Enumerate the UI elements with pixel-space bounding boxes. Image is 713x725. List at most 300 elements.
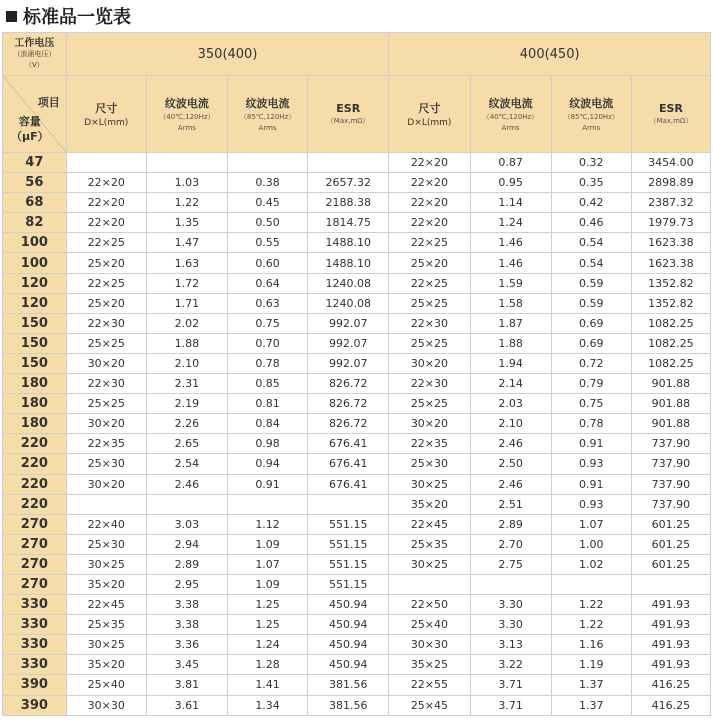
value-cell: 450.94 bbox=[308, 655, 389, 675]
value-cell: 22×30 bbox=[389, 313, 470, 333]
column-header-ripple-85c-group1: 纹波电流 （85℃,120Hz） Arms bbox=[228, 76, 308, 153]
value-cell: 2.46 bbox=[146, 474, 227, 494]
value-cell: 0.60 bbox=[228, 253, 308, 273]
value-cell: 1.25 bbox=[228, 615, 308, 635]
value-cell: 22×20 bbox=[389, 153, 470, 173]
value-cell: 676.41 bbox=[308, 434, 389, 454]
value-cell: 0.91 bbox=[228, 474, 308, 494]
capacity-cell: 270 bbox=[3, 574, 67, 594]
table-row bbox=[3, 173, 711, 193]
value-cell: 25×30 bbox=[389, 454, 470, 474]
value-cell: 1.25 bbox=[228, 595, 308, 615]
value-cell: 22×20 bbox=[66, 193, 146, 213]
table-row bbox=[3, 574, 711, 594]
value-cell: 491.93 bbox=[631, 655, 710, 675]
capacity-cell: 220 bbox=[3, 434, 67, 454]
value-cell: 0.85 bbox=[228, 374, 308, 394]
value-cell: 1.94 bbox=[470, 353, 551, 373]
value-cell bbox=[631, 574, 710, 594]
value-cell: 1.46 bbox=[470, 253, 551, 273]
value-cell: 737.90 bbox=[631, 474, 710, 494]
capacity-cell: 150 bbox=[3, 353, 67, 373]
value-cell: 551.15 bbox=[308, 554, 389, 574]
value-cell: 0.55 bbox=[228, 233, 308, 253]
value-cell: 0.91 bbox=[551, 434, 631, 454]
value-cell: 2188.38 bbox=[308, 193, 389, 213]
value-cell: 30×25 bbox=[66, 554, 146, 574]
voltage-group-350: 350(400) bbox=[66, 33, 389, 76]
value-cell: 3.71 bbox=[470, 675, 551, 695]
value-cell: 1352.82 bbox=[631, 273, 710, 293]
table-row bbox=[3, 494, 711, 514]
value-cell: 601.25 bbox=[631, 514, 710, 534]
value-cell: 1.58 bbox=[470, 293, 551, 313]
capacity-cell: 330 bbox=[3, 595, 67, 615]
value-cell: 25×35 bbox=[389, 534, 470, 554]
value-cell: 22×25 bbox=[66, 233, 146, 253]
value-cell: 0.54 bbox=[551, 253, 631, 273]
table-row bbox=[3, 534, 711, 554]
value-cell bbox=[228, 494, 308, 514]
value-cell: 1082.25 bbox=[631, 313, 710, 333]
value-cell bbox=[470, 574, 551, 594]
value-cell bbox=[146, 153, 227, 173]
value-cell: 3.36 bbox=[146, 635, 227, 655]
value-cell: 30×25 bbox=[66, 635, 146, 655]
value-cell: 30×20 bbox=[66, 353, 146, 373]
value-cell: 2.03 bbox=[470, 394, 551, 414]
value-cell: 826.72 bbox=[308, 394, 389, 414]
column-header-ripple-85c-group2: 纹波电流 （85℃,120Hz） Arms bbox=[551, 76, 631, 153]
value-cell: 491.93 bbox=[631, 615, 710, 635]
value-cell: 0.63 bbox=[228, 293, 308, 313]
value-cell: 0.93 bbox=[551, 454, 631, 474]
value-cell: 2.70 bbox=[470, 534, 551, 554]
value-cell: 25×20 bbox=[389, 253, 470, 273]
capacity-cell: 100 bbox=[3, 253, 67, 273]
value-cell bbox=[228, 153, 308, 173]
value-cell: 1082.25 bbox=[631, 333, 710, 353]
table-row bbox=[3, 213, 711, 233]
value-cell: 0.70 bbox=[228, 333, 308, 353]
value-cell: 2.46 bbox=[470, 474, 551, 494]
value-cell: 826.72 bbox=[308, 414, 389, 434]
value-cell: 25×25 bbox=[66, 394, 146, 414]
value-cell: 35×25 bbox=[389, 655, 470, 675]
value-cell: 450.94 bbox=[308, 615, 389, 635]
value-cell: 1.00 bbox=[551, 534, 631, 554]
value-cell: 1.35 bbox=[146, 213, 227, 233]
value-cell: 450.94 bbox=[308, 635, 389, 655]
value-cell: 491.93 bbox=[631, 595, 710, 615]
capacity-cell: 100 bbox=[3, 233, 67, 253]
value-cell: 22×25 bbox=[66, 273, 146, 293]
column-header-ripple-40c-group2: 纹波电流 （40℃,120Hz） Arms bbox=[470, 76, 551, 153]
value-cell: 0.93 bbox=[551, 494, 631, 514]
table-row bbox=[3, 253, 711, 273]
table-row bbox=[3, 233, 711, 253]
value-cell: 1.16 bbox=[551, 635, 631, 655]
value-cell: 25×20 bbox=[66, 253, 146, 273]
value-cell: 1.14 bbox=[470, 193, 551, 213]
value-cell: 2.65 bbox=[146, 434, 227, 454]
value-cell: 992.07 bbox=[308, 353, 389, 373]
value-cell: 1.12 bbox=[228, 514, 308, 534]
value-cell: 0.38 bbox=[228, 173, 308, 193]
value-cell: 0.54 bbox=[551, 233, 631, 253]
value-cell: 22×25 bbox=[389, 233, 470, 253]
capacity-cell: 150 bbox=[3, 333, 67, 353]
value-cell: 0.94 bbox=[228, 454, 308, 474]
value-cell: 2.54 bbox=[146, 454, 227, 474]
value-cell: 22×30 bbox=[66, 313, 146, 333]
table-row bbox=[3, 153, 711, 173]
value-cell: 22×45 bbox=[389, 514, 470, 534]
page-title: 标准品一览表 bbox=[23, 7, 131, 28]
value-cell: 1623.38 bbox=[631, 233, 710, 253]
value-cell: 1488.10 bbox=[308, 253, 389, 273]
value-cell: 2.95 bbox=[146, 574, 227, 594]
value-cell: 25×30 bbox=[66, 534, 146, 554]
value-cell bbox=[389, 574, 470, 594]
capacity-cell: 220 bbox=[3, 474, 67, 494]
page-title-bar bbox=[0, 0, 713, 32]
table-row bbox=[3, 273, 711, 293]
value-cell: 1.09 bbox=[228, 574, 308, 594]
capacity-label: 容量 （μF） bbox=[11, 115, 49, 143]
value-cell: 3.45 bbox=[146, 655, 227, 675]
value-cell: 416.25 bbox=[631, 695, 710, 715]
value-cell bbox=[551, 574, 631, 594]
value-cell: 25×20 bbox=[66, 293, 146, 313]
value-cell: 0.64 bbox=[228, 273, 308, 293]
value-cell: 0.50 bbox=[228, 213, 308, 233]
value-cell: 0.75 bbox=[551, 394, 631, 414]
value-cell: 2.50 bbox=[470, 454, 551, 474]
value-cell: 25×25 bbox=[389, 394, 470, 414]
table-row bbox=[3, 394, 711, 414]
value-cell: 3.38 bbox=[146, 595, 227, 615]
capacity-cell: 120 bbox=[3, 293, 67, 313]
value-cell: 1.07 bbox=[228, 554, 308, 574]
value-cell bbox=[66, 153, 146, 173]
value-cell: 826.72 bbox=[308, 374, 389, 394]
value-cell: 491.93 bbox=[631, 635, 710, 655]
value-cell: 1352.82 bbox=[631, 293, 710, 313]
table-row bbox=[3, 193, 711, 213]
value-cell: 601.25 bbox=[631, 534, 710, 554]
value-cell: 1240.08 bbox=[308, 273, 389, 293]
spec-table bbox=[2, 32, 711, 716]
value-cell: 30×20 bbox=[66, 474, 146, 494]
value-cell: 1.19 bbox=[551, 655, 631, 675]
value-cell: 1.88 bbox=[470, 333, 551, 353]
value-cell: 2.10 bbox=[146, 353, 227, 373]
table-row bbox=[3, 414, 711, 434]
value-cell: 450.94 bbox=[308, 595, 389, 615]
table-row bbox=[3, 353, 711, 373]
value-cell: 35×20 bbox=[66, 655, 146, 675]
value-cell: 0.69 bbox=[551, 313, 631, 333]
capacity-cell: 180 bbox=[3, 414, 67, 434]
value-cell: 2898.89 bbox=[631, 173, 710, 193]
value-cell: 1623.38 bbox=[631, 253, 710, 273]
capacity-cell: 220 bbox=[3, 454, 67, 474]
voltage-label: 工作电压 bbox=[14, 37, 55, 49]
value-cell: 676.41 bbox=[308, 454, 389, 474]
value-cell: 551.15 bbox=[308, 574, 389, 594]
capacity-cell: 82 bbox=[3, 213, 67, 233]
value-cell: 0.59 bbox=[551, 273, 631, 293]
value-cell: 2.02 bbox=[146, 313, 227, 333]
table-row bbox=[3, 454, 711, 474]
value-cell: 25×30 bbox=[66, 454, 146, 474]
value-cell: 1.34 bbox=[228, 695, 308, 715]
capacity-cell: 47 bbox=[3, 153, 67, 173]
table-row bbox=[3, 374, 711, 394]
capacity-cell: 390 bbox=[3, 695, 67, 715]
item-label: 项目 bbox=[37, 96, 60, 109]
value-cell: 22×25 bbox=[389, 273, 470, 293]
value-cell: 1.63 bbox=[146, 253, 227, 273]
value-cell: 22×45 bbox=[66, 595, 146, 615]
capacity-cell: 270 bbox=[3, 514, 67, 534]
table-row bbox=[3, 313, 711, 333]
value-cell: 30×20 bbox=[66, 414, 146, 434]
value-cell: 3.22 bbox=[470, 655, 551, 675]
table-row bbox=[3, 595, 711, 615]
value-cell: 676.41 bbox=[308, 474, 389, 494]
capacity-cell: 180 bbox=[3, 374, 67, 394]
value-cell: 30×30 bbox=[389, 635, 470, 655]
value-cell: 2.51 bbox=[470, 494, 551, 514]
table-row bbox=[3, 675, 711, 695]
value-cell: 1082.25 bbox=[631, 353, 710, 373]
value-cell: 25×35 bbox=[66, 615, 146, 635]
table-row bbox=[3, 474, 711, 494]
value-cell: 2.26 bbox=[146, 414, 227, 434]
table-row bbox=[3, 615, 711, 635]
value-cell: 1.59 bbox=[470, 273, 551, 293]
value-cell: 3.81 bbox=[146, 675, 227, 695]
value-cell: 22×30 bbox=[66, 374, 146, 394]
value-cell: 1.88 bbox=[146, 333, 227, 353]
capacity-cell: 270 bbox=[3, 534, 67, 554]
value-cell: 737.90 bbox=[631, 494, 710, 514]
value-cell: 25×40 bbox=[66, 675, 146, 695]
value-cell: 0.46 bbox=[551, 213, 631, 233]
value-cell: 0.78 bbox=[551, 414, 631, 434]
value-cell: 25×25 bbox=[66, 333, 146, 353]
value-cell: 25×45 bbox=[389, 695, 470, 715]
table-row bbox=[3, 695, 711, 715]
value-cell: 0.45 bbox=[228, 193, 308, 213]
value-cell: 0.78 bbox=[228, 353, 308, 373]
value-cell: 25×25 bbox=[389, 333, 470, 353]
value-cell: 1.24 bbox=[228, 635, 308, 655]
value-cell: 22×50 bbox=[389, 595, 470, 615]
capacity-cell: 68 bbox=[3, 193, 67, 213]
value-cell: 1814.75 bbox=[308, 213, 389, 233]
value-cell: 1.72 bbox=[146, 273, 227, 293]
capacity-cell: 180 bbox=[3, 394, 67, 414]
value-cell: 3.13 bbox=[470, 635, 551, 655]
column-header-esr-group2: ESR （Max,mΩ） bbox=[631, 76, 710, 153]
column-header-size-group2: 尺寸 D×L(mm) bbox=[389, 76, 470, 153]
value-cell: 1.37 bbox=[551, 675, 631, 695]
value-cell: 901.88 bbox=[631, 414, 710, 434]
value-cell: 1.71 bbox=[146, 293, 227, 313]
table-row bbox=[3, 554, 711, 574]
value-cell: 1.09 bbox=[228, 534, 308, 554]
value-cell: 737.90 bbox=[631, 434, 710, 454]
value-cell: 30×20 bbox=[389, 414, 470, 434]
value-cell: 1240.08 bbox=[308, 293, 389, 313]
value-cell: 0.69 bbox=[551, 333, 631, 353]
value-cell: 0.95 bbox=[470, 173, 551, 193]
value-cell: 992.07 bbox=[308, 313, 389, 333]
value-cell: 2.14 bbox=[470, 374, 551, 394]
capacity-cell: 330 bbox=[3, 615, 67, 635]
value-cell: 1.87 bbox=[470, 313, 551, 333]
capacity-cell: 270 bbox=[3, 554, 67, 574]
value-cell: 2657.32 bbox=[308, 173, 389, 193]
value-cell: 22×20 bbox=[389, 213, 470, 233]
value-cell: 1.41 bbox=[228, 675, 308, 695]
value-cell: 2.31 bbox=[146, 374, 227, 394]
table-row bbox=[3, 514, 711, 534]
value-cell: 2.19 bbox=[146, 394, 227, 414]
capacity-cell: 56 bbox=[3, 173, 67, 193]
value-cell: 1979.73 bbox=[631, 213, 710, 233]
value-cell: 0.32 bbox=[551, 153, 631, 173]
capacity-cell: 150 bbox=[3, 313, 67, 333]
value-cell: 0.84 bbox=[228, 414, 308, 434]
voltage-group-400: 400(450) bbox=[389, 33, 711, 76]
value-cell: 0.91 bbox=[551, 474, 631, 494]
value-cell: 1.22 bbox=[551, 595, 631, 615]
square-bullet-icon bbox=[6, 11, 17, 22]
value-cell bbox=[66, 494, 146, 514]
value-cell: 3.03 bbox=[146, 514, 227, 534]
table-row bbox=[3, 333, 711, 353]
capacity-cell: 330 bbox=[3, 635, 67, 655]
value-cell: 3.61 bbox=[146, 695, 227, 715]
value-cell: 0.98 bbox=[228, 434, 308, 454]
value-cell: 22×35 bbox=[66, 434, 146, 454]
value-cell: 1.47 bbox=[146, 233, 227, 253]
value-cell: 22×20 bbox=[389, 193, 470, 213]
value-cell: 30×20 bbox=[389, 353, 470, 373]
value-cell: 901.88 bbox=[631, 394, 710, 414]
value-cell: 22×55 bbox=[389, 675, 470, 695]
value-cell: 1488.10 bbox=[308, 233, 389, 253]
capacity-cell: 330 bbox=[3, 655, 67, 675]
value-cell: 1.02 bbox=[551, 554, 631, 574]
value-cell: 3.30 bbox=[470, 615, 551, 635]
value-cell: 737.90 bbox=[631, 454, 710, 474]
value-cell: 3.71 bbox=[470, 695, 551, 715]
value-cell bbox=[308, 494, 389, 514]
table-row bbox=[3, 293, 711, 313]
column-header-ripple-40c-group1: 纹波电流 （40℃,120Hz） Arms bbox=[146, 76, 227, 153]
value-cell bbox=[308, 153, 389, 173]
value-cell: 30×25 bbox=[389, 474, 470, 494]
value-cell: 22×20 bbox=[66, 213, 146, 233]
voltage-header-cell bbox=[3, 33, 67, 76]
value-cell: 992.07 bbox=[308, 333, 389, 353]
value-cell: 0.75 bbox=[228, 313, 308, 333]
capacity-cell: 390 bbox=[3, 675, 67, 695]
value-cell: 381.56 bbox=[308, 695, 389, 715]
value-cell: 22×40 bbox=[66, 514, 146, 534]
table-body bbox=[3, 153, 711, 716]
value-cell: 1.24 bbox=[470, 213, 551, 233]
value-cell: 0.87 bbox=[470, 153, 551, 173]
value-cell: 551.15 bbox=[308, 514, 389, 534]
surge-voltage-label: （浪涌电压） bbox=[13, 49, 56, 58]
value-cell: 2.46 bbox=[470, 434, 551, 454]
value-cell: 22×35 bbox=[389, 434, 470, 454]
column-header-esr-group1: ESR （Max,mΩ） bbox=[308, 76, 389, 153]
value-cell: 30×25 bbox=[389, 554, 470, 574]
value-cell: 1.46 bbox=[470, 233, 551, 253]
value-cell: 2.89 bbox=[470, 514, 551, 534]
value-cell: 3.38 bbox=[146, 615, 227, 635]
value-cell: 1.03 bbox=[146, 173, 227, 193]
value-cell: 2.94 bbox=[146, 534, 227, 554]
value-cell: 1.22 bbox=[551, 615, 631, 635]
value-cell: 30×30 bbox=[66, 695, 146, 715]
value-cell: 1.22 bbox=[146, 193, 227, 213]
value-cell bbox=[146, 494, 227, 514]
value-cell: 0.79 bbox=[551, 374, 631, 394]
value-cell: 1.28 bbox=[228, 655, 308, 675]
value-cell: 22×20 bbox=[389, 173, 470, 193]
voltage-unit-label: （V） bbox=[24, 60, 44, 69]
capacity-cell: 120 bbox=[3, 273, 67, 293]
value-cell: 1.37 bbox=[551, 695, 631, 715]
column-header-size-group1: 尺寸 D×L(mm) bbox=[66, 76, 146, 153]
item-capacity-corner-cell bbox=[3, 76, 67, 153]
value-cell: 2.10 bbox=[470, 414, 551, 434]
value-cell: 0.59 bbox=[551, 293, 631, 313]
value-cell: 1.07 bbox=[551, 514, 631, 534]
value-cell: 381.56 bbox=[308, 675, 389, 695]
value-cell: 2387.32 bbox=[631, 193, 710, 213]
value-cell: 25×40 bbox=[389, 615, 470, 635]
value-cell: 901.88 bbox=[631, 374, 710, 394]
value-cell: 0.35 bbox=[551, 173, 631, 193]
value-cell: 0.72 bbox=[551, 353, 631, 373]
value-cell: 22×30 bbox=[389, 374, 470, 394]
table-row bbox=[3, 434, 711, 454]
value-cell: 0.81 bbox=[228, 394, 308, 414]
value-cell: 2.75 bbox=[470, 554, 551, 574]
table-row bbox=[3, 655, 711, 675]
value-cell: 0.42 bbox=[551, 193, 631, 213]
value-cell: 22×20 bbox=[66, 173, 146, 193]
value-cell: 416.25 bbox=[631, 675, 710, 695]
value-cell: 3454.00 bbox=[631, 153, 710, 173]
table-row bbox=[3, 635, 711, 655]
value-cell: 601.25 bbox=[631, 554, 710, 574]
capacity-cell: 220 bbox=[3, 494, 67, 514]
value-cell: 2.89 bbox=[146, 554, 227, 574]
value-cell: 35×20 bbox=[389, 494, 470, 514]
value-cell: 25×25 bbox=[389, 293, 470, 313]
value-cell: 3.30 bbox=[470, 595, 551, 615]
